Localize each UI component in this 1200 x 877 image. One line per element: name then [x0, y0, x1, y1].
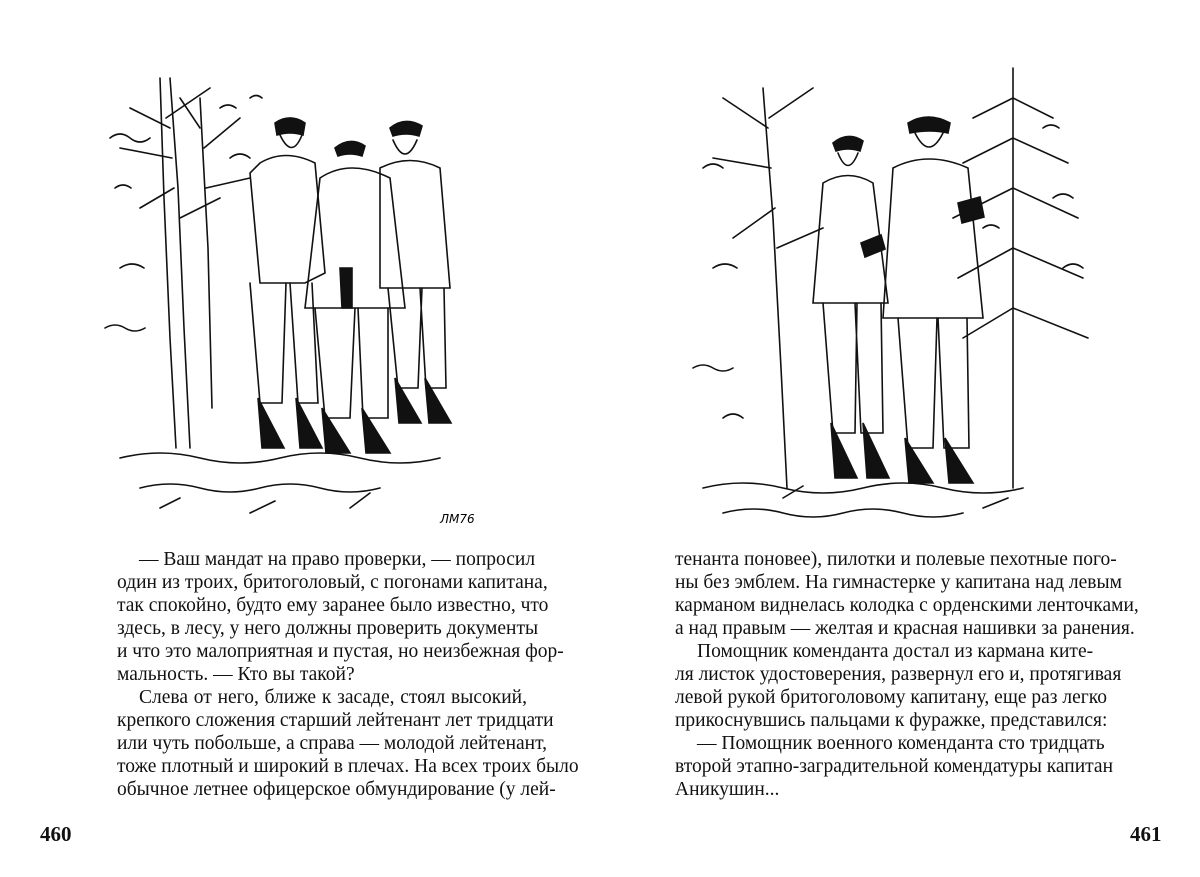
text-line: — Помощник военного коменданта сто тридцать: [697, 733, 1105, 754]
text-line: тенанта поновее), пилотки и полевые пехотные пого-: [675, 549, 1117, 570]
text-line: ля листок удостоверения, развернул его и, протягивая: [675, 664, 1122, 685]
text-line: здесь, в лесу, у него должны проверить документы: [117, 618, 539, 639]
text-line: Слева от него, ближе к засаде, стоял высокий,: [139, 687, 527, 708]
right-page-text: [675, 548, 1139, 801]
left-page-text: [117, 548, 579, 801]
page-number: 460: [40, 822, 72, 846]
text-line: левой рукой бритоголовому капитану, еще раз легко: [675, 687, 1107, 708]
text-line: или чуть побольше, а справа — молодой лейтенант,: [117, 733, 548, 754]
text-line: Аникушин...: [675, 779, 780, 800]
text-line: ны без эмблем. На гимнастерке у капитана над левым: [675, 572, 1122, 593]
text-line: один из троих, бритоголовый, с погонами капитана,: [117, 572, 548, 593]
ink-drawing-officer-with-armband: [683, 68, 1103, 530]
text-line: второй этапно-заградительной комендатуры капитан: [675, 756, 1114, 777]
text-line: карманом виднелась колодка с орденскими ленточками,: [675, 595, 1139, 616]
page-number: 461: [1130, 822, 1162, 846]
text-line: крепкого сложения старший лейтенант лет тридцати: [117, 710, 554, 731]
text-line: а над правым — желтая и красная нашивки за ранения.: [675, 618, 1135, 639]
text-line: Помощник коменданта достал из кармана ките-: [697, 641, 1094, 662]
illustration-three-officers: [100, 68, 490, 530]
illustration-signature: ЛМ76: [440, 512, 475, 526]
text-line: прикоснувшись пальцами к фуражке, представился:: [675, 710, 1108, 731]
text-line: и что это малоприятная и пустая, но неизбежная фор-: [117, 641, 564, 662]
illustration-two-officers: [683, 68, 1103, 530]
ink-drawing-soldiers-in-forest: [100, 68, 490, 530]
text-line: тоже плотный и широкий в плечах. На всех троих было: [117, 756, 579, 777]
text-line: так спокойно, будто ему заранее было известно, что: [117, 595, 549, 616]
text-line: мальность. — Кто вы такой?: [117, 664, 355, 685]
text-line: обычное летнее офицерское обмундирование (у лей-: [117, 779, 556, 800]
text-line: — Ваш мандат на право проверки, — попросил: [139, 549, 536, 570]
